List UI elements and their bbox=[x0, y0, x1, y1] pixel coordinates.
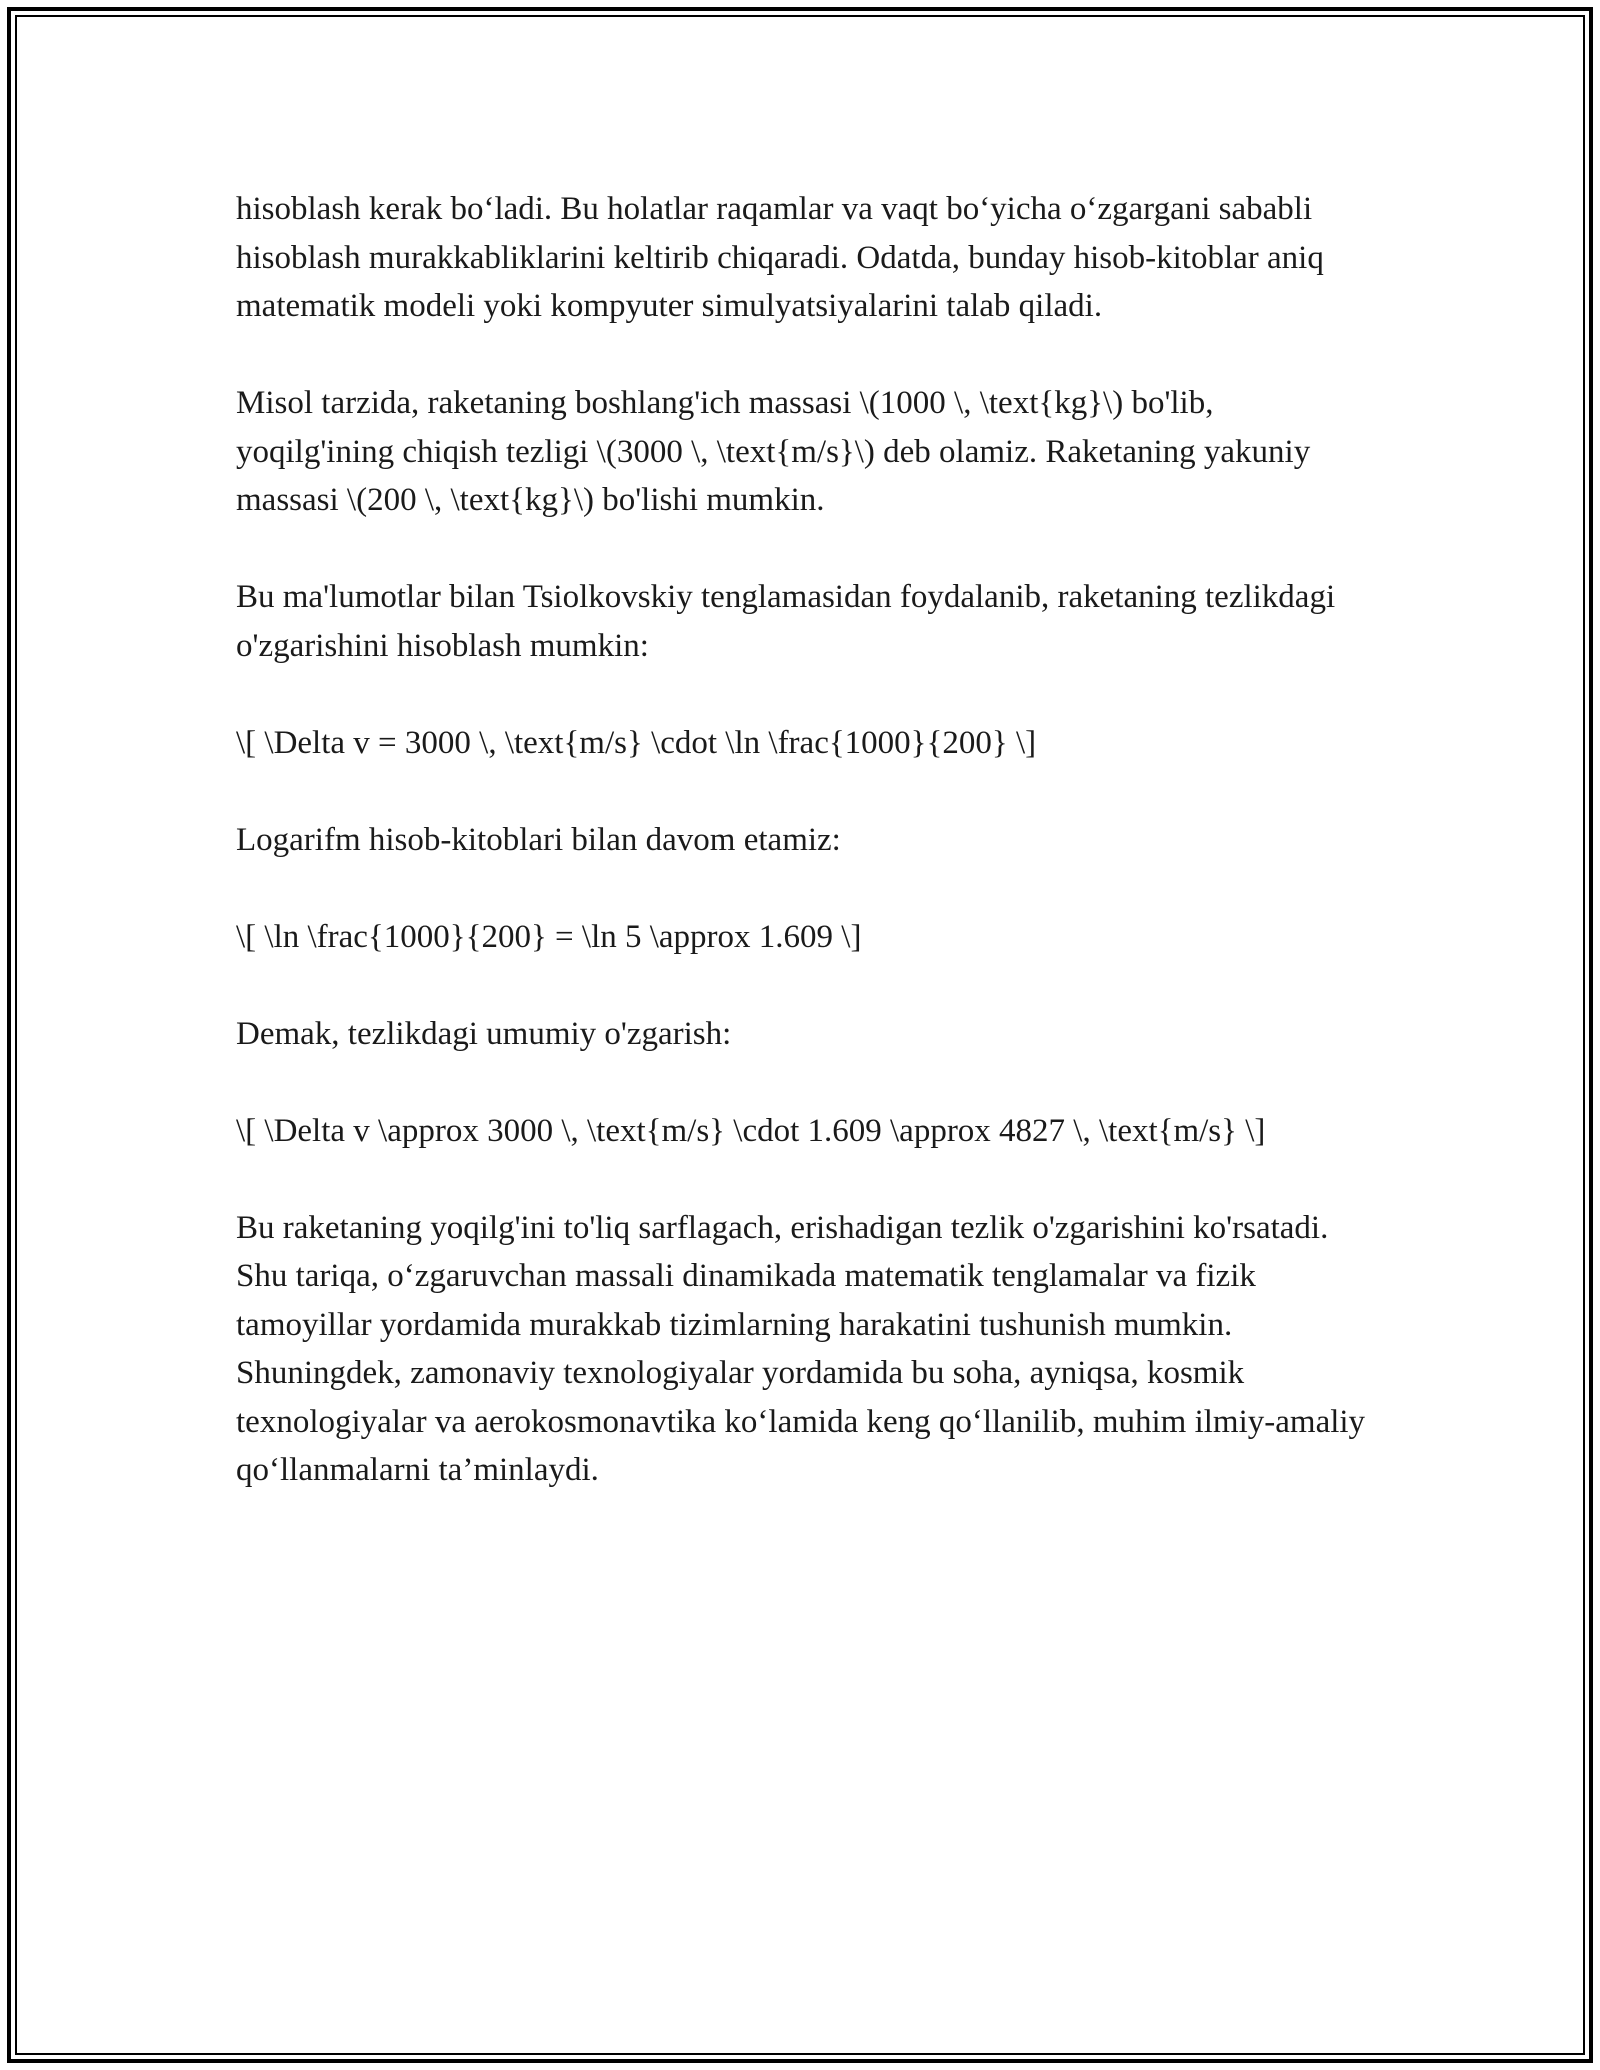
paragraph-total-change: Demak, tezlikdagi umumiy o'zgarish: bbox=[236, 1015, 732, 1052]
paragraph-intro: hisoblash kerak bo‘ladi. Bu holatlar raqamlar va vaqt bo‘yicha o‘zgargani sababli hisoblash murakkabliklarini keltirib chiqaradi. Odatda, bunday hisob-kitoblar aniq matematik modeli yoki kompyuter simulyatsiyalarini talab qiladi. bbox=[236, 191, 1324, 324]
paragraph-example: Misol tarzida, raketaning boshlang'ich massasi \(1000 \, \text{kg}\) bo'lib, yoqilg'ining chiqish tezligi \(3000 \, \text{m/s}\) deb olamiz. Raketaning yakuniy massasi \(200 \, \text{kg}\) bo'lishi mumkin. bbox=[236, 385, 1311, 518]
equation-result: \[ \Delta v \approx 3000 \, \text{m/s} \cdot 1.609 \approx 4827 \, \text{m/s} \] bbox=[236, 1112, 1266, 1149]
paragraph-tsiolkovsky: Bu ma'lumotlar bilan Tsiolkovskiy tenglamasidan foydalanib, raketaning tezlikdagi o'zgarishini hisoblash mumkin: bbox=[236, 579, 1336, 664]
equation-delta-v: \[ \Delta v = 3000 \, \text{m/s} \cdot \ln \frac{1000}{200} \] bbox=[236, 724, 1037, 761]
document-body bbox=[236, 185, 1366, 1495]
equation-ln: \[ \ln \frac{1000}{200} = \ln 5 \approx 1.609 \] bbox=[236, 918, 862, 955]
paragraph-conclusion: Bu raketaning yoqilg'ini to'liq sarflagach, erishadigan tezlik o'zgarishini ko'rsatadi. Shu tariqa, o‘zgaruvchan massali dinamikada matematik tenglamalar va fizik tamoyillar yordamida murakkab tizimlarning harakatini tushunish mumkin. Shuningdek, zamonaviy texnologiyalar yordamida bu soha, ayniqsa, kosmik texnologiyalar va aerokosmonavtika ko‘lamida keng qo‘llanilib, muhim ilmiy-amaliy qo‘llanmalarni ta’minlaydi. bbox=[236, 1209, 1366, 1488]
paragraph-logarithm: Logarifm hisob-kitoblari bilan davom etamiz: bbox=[236, 821, 841, 858]
